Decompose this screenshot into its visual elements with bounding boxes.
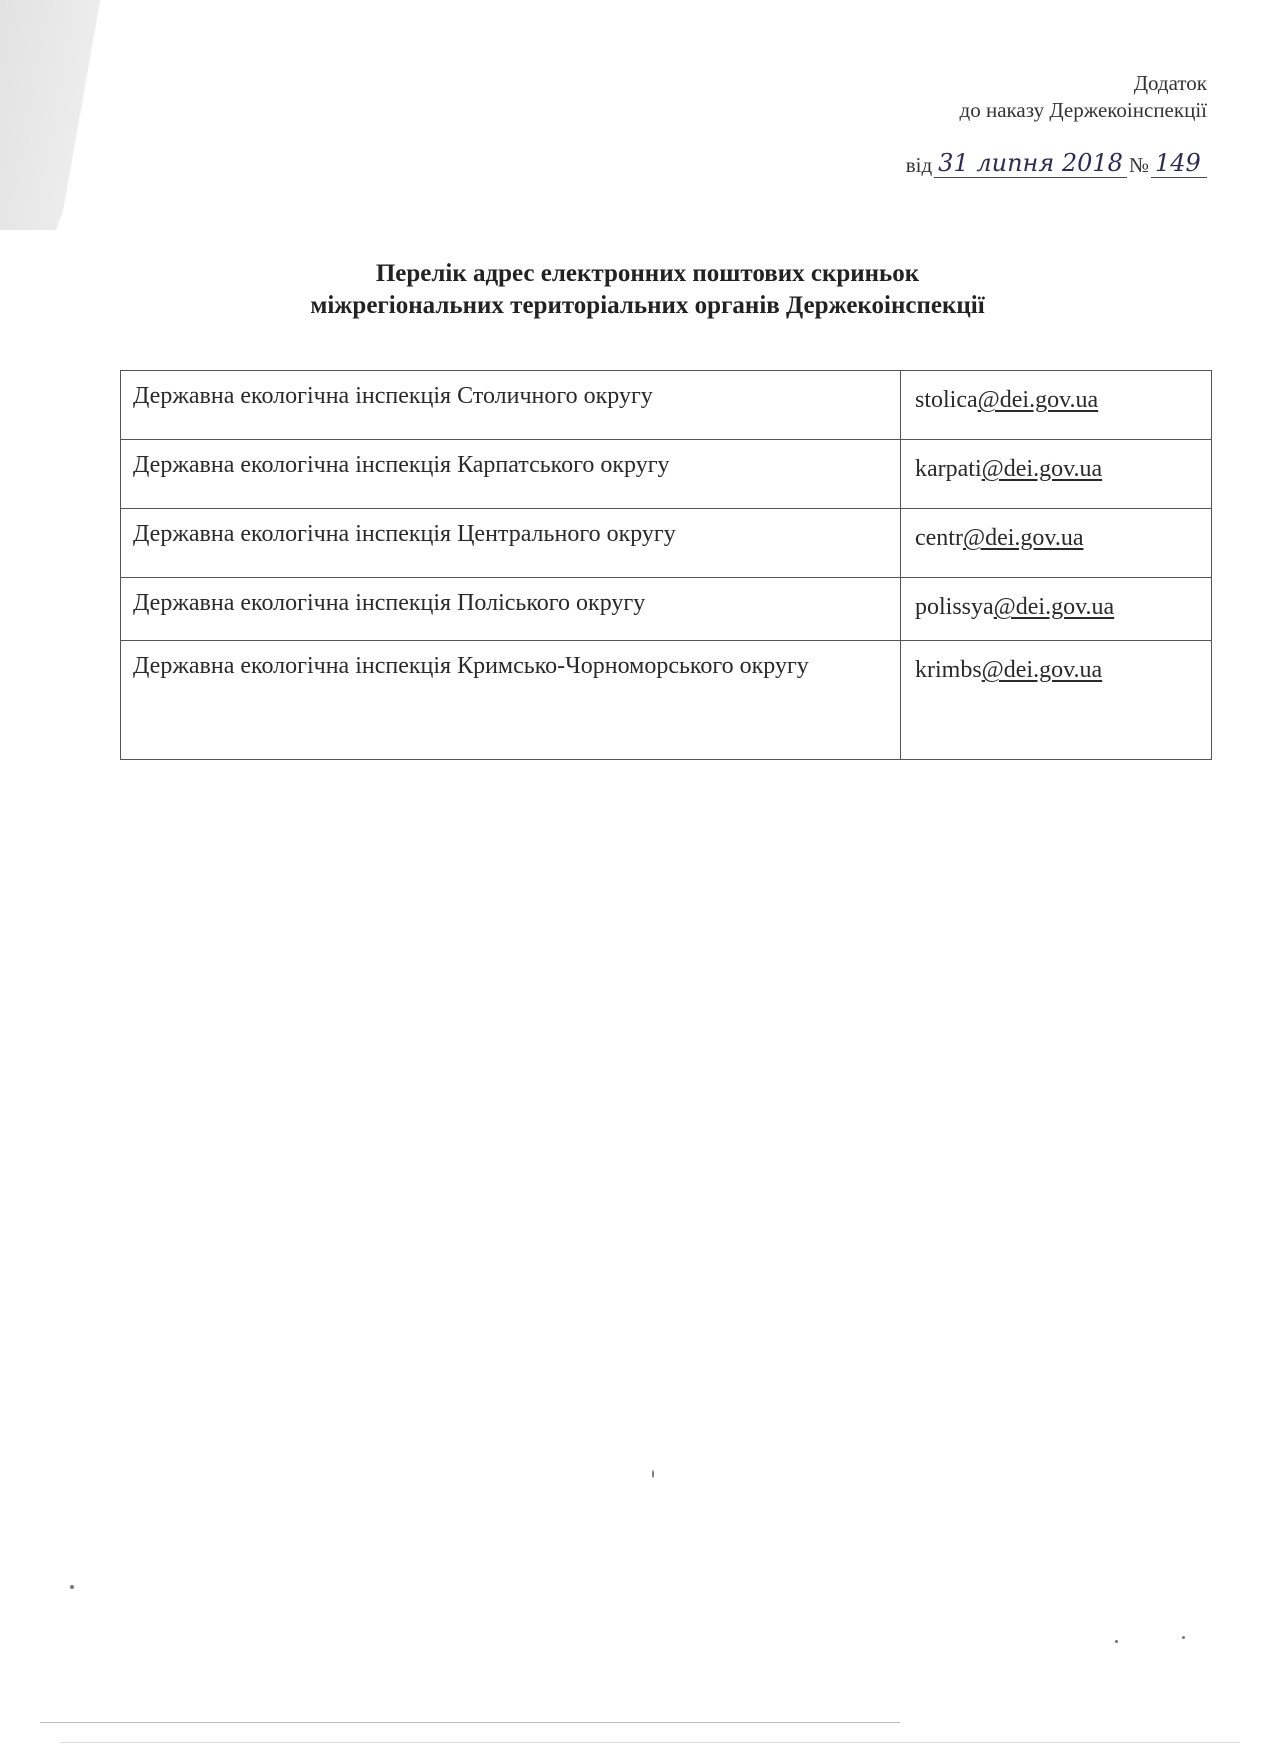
table-row <box>121 578 1211 641</box>
email-cell <box>901 509 1211 577</box>
table-row <box>121 371 1211 440</box>
scan-speck <box>70 1585 74 1589</box>
email-user: polissya <box>915 594 994 620</box>
table-row <box>121 641 1211 759</box>
email-user: centr <box>915 525 963 551</box>
inspection-name-cell: Державна екологічна інспекція Карпатського округу <box>121 440 901 508</box>
inspection-name-cell: Державна екологічна інспекція Столичного округу <box>121 371 901 439</box>
appendix-label: Додаток <box>1133 71 1207 95</box>
inspection-name-cell: Державна екологічна інспекція Кримсько-Чорноморського округу <box>121 641 901 759</box>
email-user: krimbs <box>915 657 982 683</box>
email-cell <box>901 578 1211 640</box>
email-cell <box>901 371 1211 439</box>
document-title-line-2: міжрегіональних територіальних органів Держекоінспекції <box>310 292 985 319</box>
inspection-name-cell: Державна екологічна інспекція Центрального округу <box>121 509 901 577</box>
email-domain-link[interactable]: @dei.gov.ua <box>993 594 1115 620</box>
scan-edge-artifact <box>0 0 140 230</box>
scan-footer-line <box>40 1722 900 1723</box>
scan-speck <box>1115 1640 1118 1643</box>
order-date-line <box>906 150 1207 178</box>
email-domain-link[interactable]: @dei.gov.ua <box>981 456 1103 482</box>
email-domain-link[interactable]: @dei.gov.ua <box>981 657 1103 683</box>
scan-speck <box>1182 1636 1185 1639</box>
date-prefix: від <box>905 153 933 177</box>
email-cell <box>901 440 1211 508</box>
email-user: stolica <box>915 387 978 413</box>
scan-speck <box>652 1470 654 1478</box>
email-address-table <box>120 370 1212 760</box>
number-sign: № <box>1128 153 1149 177</box>
document-title-line-1: Перелік адрес електронних поштових скриньок <box>375 260 920 287</box>
email-user: karpati <box>915 456 982 482</box>
email-cell <box>901 641 1211 759</box>
email-domain-link[interactable]: @dei.gov.ua <box>977 387 1099 413</box>
inspection-name-cell: Державна екологічна інспекція Поліського округу <box>121 578 901 640</box>
order-reference: до наказу Держекоінспекції <box>959 98 1207 122</box>
email-domain-link[interactable]: @dei.gov.ua <box>962 525 1084 551</box>
table-row <box>121 440 1211 509</box>
scan-footer-line <box>60 1742 1240 1743</box>
table-row <box>121 509 1211 578</box>
handwritten-order-number: 149 <box>1151 150 1207 178</box>
handwritten-date: 31 липня 2018 <box>934 150 1127 178</box>
